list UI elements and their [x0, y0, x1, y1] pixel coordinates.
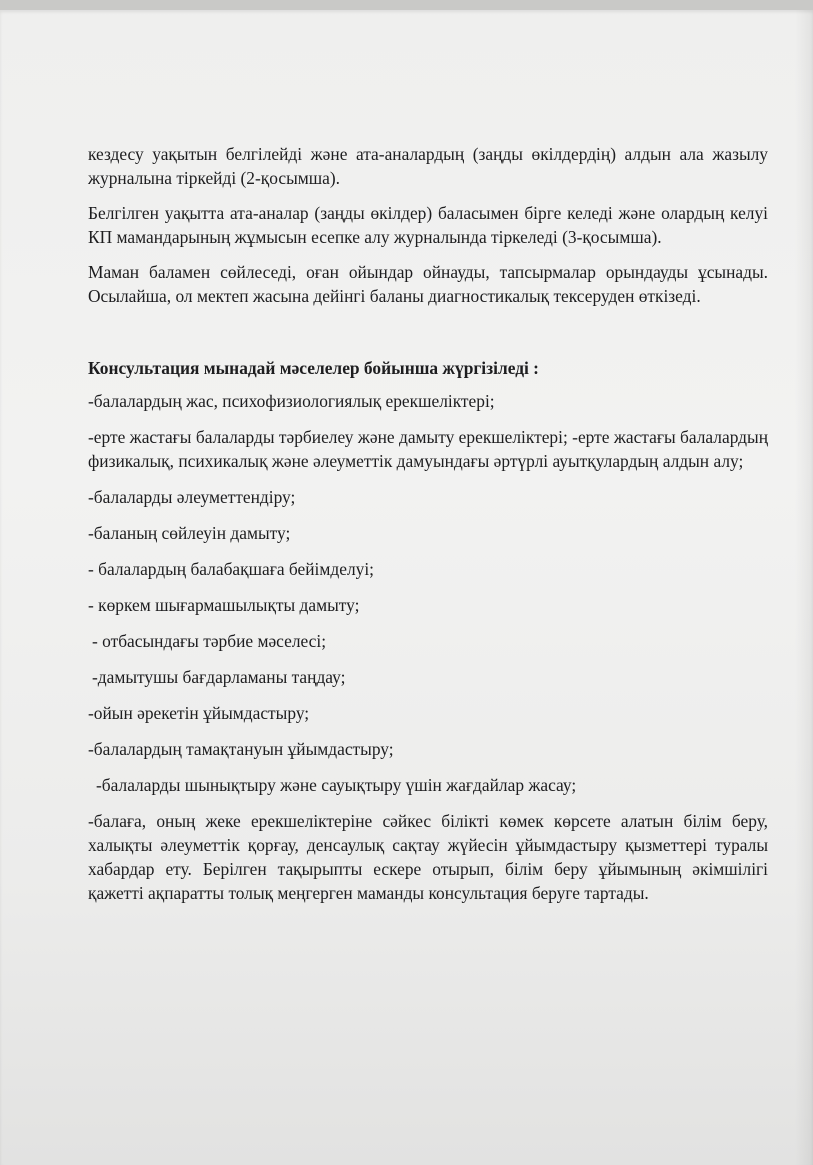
- list-item: -ойын әрекетін ұйымдастыру;: [88, 703, 310, 723]
- document-body: [88, 142, 768, 917]
- paragraph-registration: кездесу уақытын белгілейді және ата-аналардың (заңды өкілдердің) алдын ала жазылу журналына тіркейді (2-қосымша).: [88, 144, 768, 188]
- list-item: - балалардың балабақшаға бейімделуі;: [88, 559, 374, 579]
- document-page: [0, 10, 813, 1165]
- page-edge-shadow: [795, 10, 813, 1165]
- list-item: -балаға, оның жеке ерекшеліктеріне сәйкес білікті көмек көрсете алатын білім беру, халықты әлеуметтік қорғау, денсаулық сақтау жүйесін ұйымдастыру қызметтері туралы хабардар ету. Берілген тақырыпты ескере отырып, білім беру ұйымының әкімшілігі қажетті ақпаратты толық меңгерген маманды консультация беруге тартады.: [88, 811, 768, 903]
- list-item: -балалардың тамақтануын ұйымдастыру;: [88, 739, 394, 759]
- list-item: -балаларды шынықтыру және сауықтыру үшін жағдайлар жасау;: [96, 775, 577, 795]
- paragraph-arrival: Белгілген уақытта ата-аналар (заңды өкілдер) баласымен бірге келеді және олардың келуі КП мамандарының жұмысын есепке алу журналында тіркеледі (3-қосымша).: [88, 203, 768, 247]
- paragraph-diagnostics: Маман баламен сөйлеседі, оған ойындар ойнауды, тапсырмалар орындауды ұсынады. Осылайша, ол мектеп жасына дейінгі баланы диагностикалық тексеруден өткізеді.: [88, 262, 768, 306]
- list-item: -дамытушы бағдарламаны таңдау;: [92, 667, 346, 687]
- list-item: -ерте жастағы балаларды тәрбиелеу және дамыту ерекшеліктері; -ерте жастағы балалардың физикалық, психикалық және әлеуметтік дамуындағы әртүрлі ауытқулардың алдын алу;: [88, 427, 768, 471]
- list-item: -балалардың жас, психофизиологиялық ерекшеліктері;: [88, 391, 495, 411]
- list-item: - отбасындағы тәрбие мәселесі;: [92, 631, 327, 651]
- list-item: - көркем шығармашылықты дамыту;: [88, 595, 360, 615]
- section-heading: Консультация мынадай мәселелер бойынша жүргізіледі :: [88, 358, 539, 378]
- list-item: -балаларды әлеуметтендіру;: [88, 487, 296, 507]
- list-item: -баланың сөйлеуін дамыту;: [88, 523, 291, 543]
